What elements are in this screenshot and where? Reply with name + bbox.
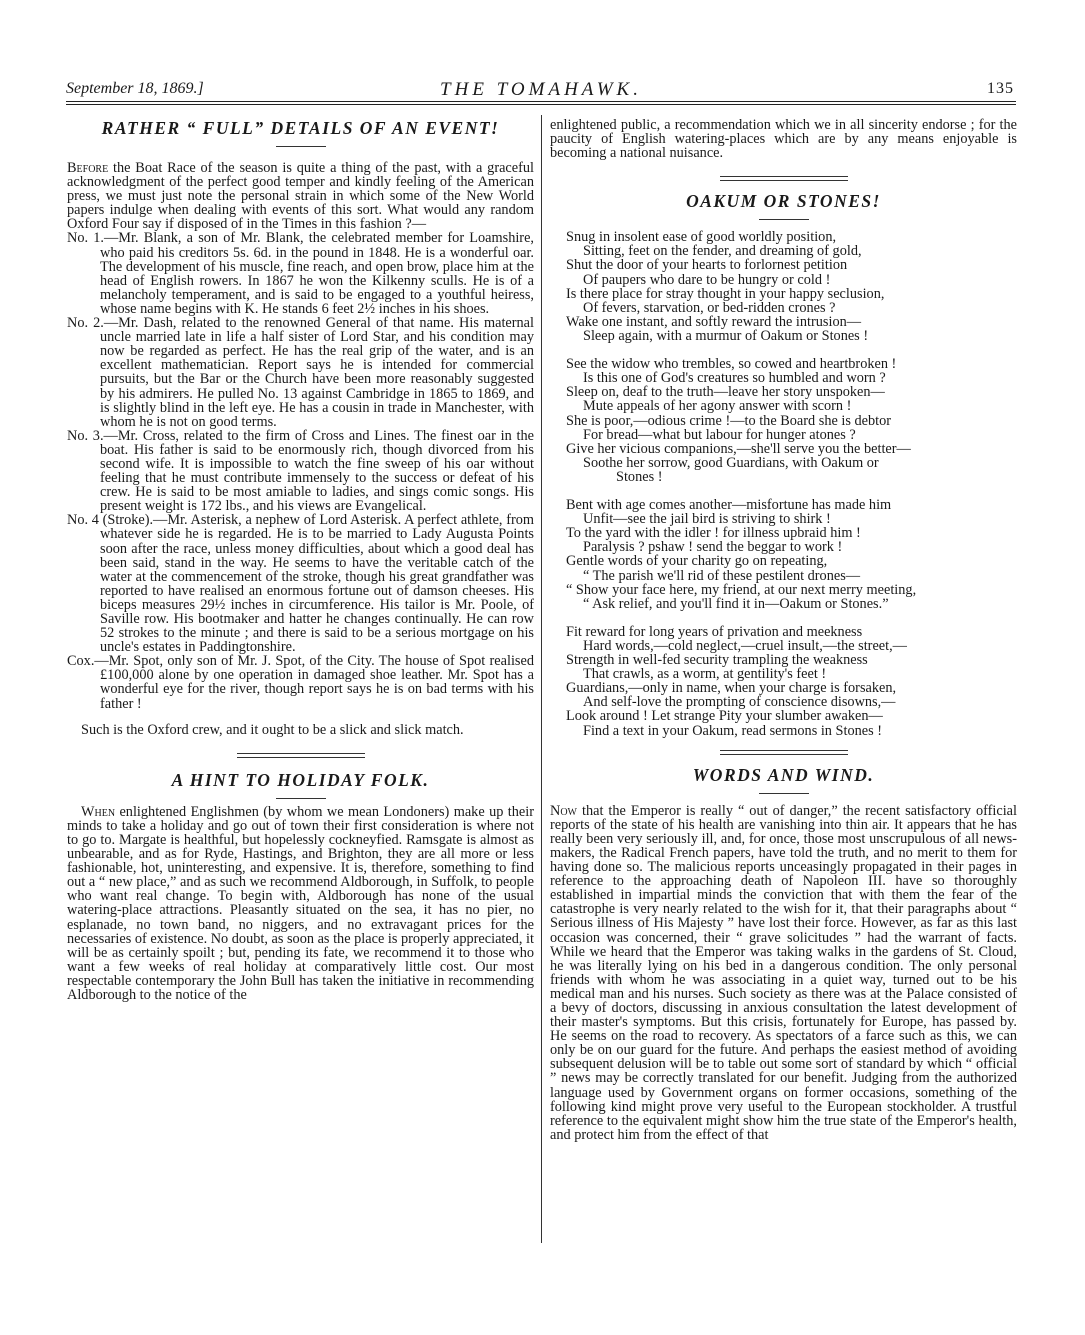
section-double-rule [720,176,848,181]
poem-line: Find a text in your Oakum, read sermons in Stones ! [583,722,882,739]
poem-line: Stones ! [616,468,663,485]
words-body [550,804,1017,1142]
crew-item-cox: Cox.—Mr. Spot, only son of Mr. J. Spot, of the City. The house of Spot realised £100,000 alone by one operation in damaged shoe leather. Mr. Spot has a wonderful eye for the river, though report says he is on bad terms with his father ! [67,653,534,712]
poem-line: She is poor,—odious crime !—to the Board she is debtor [566,412,892,429]
poem-line: See the widow who trembles, so cowed and heartbroken ! [566,356,897,373]
article-heading-words-wind: WORDS AND WIND. [692,764,875,785]
poem-stanza-break [566,611,1017,625]
crew-item-1: No. 1.—Mr. Blank, a son of Mr. Blank, the celebrated member for Loamshire, who paid his creditors 5s. 6d. in the pound in 1848. He is a wonderful oar. The development of his muscle, fine reach, and open brow, place him at the head of English rowers. In 1867 he won the Kilkenny sculls. He is of a melancholy temperament, and is said to be engaged to a youthful heiress, whose name begins with K. He stands 6 feet 2½ inches in his shoes. [67,230,534,317]
poem-line: Soothe her sorrow, good Guardians, with Oakum or [583,454,879,471]
page-header [66,80,1016,100]
issue-date: September 18, 1869.] [66,80,204,97]
crew-item-4: No. 4 (Stroke).—Mr. Asterisk, a nephew of Lord Asterisk. A perfect athlete, from whatever side he is regarded. He is to be married to Lady Augusta Points soon after the race, unless money difficulties, about which a good deal has been said, stand in the way. He seems to have the veritable catch of the water at the commencement of the stroke, though his great grandfather was reported to have realised an enormous fortune out of damson cheeses. His biceps measures 29½ inches in circumference. His tailor is Mr. Poole, of Saville row. His bootmaker and hatter he changes continually. He can row 52 strokes to the minute ; and there is said to be a serious mortgage on his uncle's estates in Paddingtonshire. [67,512,534,656]
poem-heading-oakum-stones: OAKUM OR STONES! [686,191,881,212]
poem-line: Give her vicious companions,—she'll serve you the better— [566,440,911,457]
page-number: 135 [987,80,1014,97]
column-divider [541,115,542,1243]
poem-line: Sitting, feet on the fender, and dreaming of gold, [583,243,862,260]
heading-rule [759,219,809,220]
section-double-rule [237,753,365,758]
poem-line: Bent with age comes another—misfortune has made him [566,497,892,514]
poem-line: Is there place for stray thought in your happy seclusion, [566,285,885,302]
poem-line: Shut the door of your hearts to forlornest petition [566,257,848,274]
poem-line: Mute appeals of her agony answer with scorn ! [583,398,852,415]
poem-line: Paralysis ? pshaw ! send the beggar to work ! [583,539,843,556]
poem-line: Strength in well-fed security trampling the weakness [566,652,868,669]
poem-line: Snug in insolent ease of good worldly position, [566,229,837,246]
masthead-title: THE TOMAHAWK. [440,79,642,100]
poem-line: Of fevers, starvation, or bed-ridden crones ? [583,299,836,316]
poem-line: Fit reward for long years of privation and meekness [566,623,863,640]
article-heading-rather-full-details: RATHER “ FULL” DETAILS OF AN EVENT! [101,118,500,138]
right-column [550,118,1017,1142]
section-double-rule [720,750,848,755]
heading-rule [276,146,326,147]
poem-line: Gentle words of your charity go on repeating, [566,553,828,570]
poem-line: Wake one instant, and softly reward the intrusion— [566,313,862,330]
poem-line: And self-love the prompting of conscience disowns,— [583,694,896,711]
poem-stanza-break [566,343,1017,357]
continued-text: enlightened public, a recommendation which we in all sincerity endorse ; for the paucity of English watering-places which are by any means enjoyable is becoming a national nuisance. [550,117,1017,162]
poem-oakum-stones [550,230,1017,737]
poem-line: Look around ! Let strange Pity your slumber awaken— [566,708,883,725]
intro-text: the Boat Race of the season is quite a thing of the past, with a graceful acknowledgment of the perfect good temper and kindly feeling of the American press, we must just note the personal strain in which some of the New World papers indulge when dealing with events of this sort. What would any random Oxford Four say if disposed of in the Times in this fashion ?— [67,160,534,233]
heading-rule [759,793,809,794]
poem-line: Hard words,—cold neglect,—cruel insult,—the street,— [583,638,907,654]
poem-line: Sleep again, with a murmur of Oakum or Stones ! [583,327,869,344]
hint-body [67,805,534,1002]
article-heading-hint-holiday: A HINT TO HOLIDAY FOLK. [171,769,430,790]
poem-line: “ The parish we'll rid of these pestilent drones— [583,567,861,584]
poem-line: Of paupers who dare to be hungry or cold ! [583,271,831,288]
poem-line: Guardians,—only in name, when your charge is forsaken, [566,680,897,697]
poem-line: To the yard with the idler ! for illness upbraid him ! [566,525,861,542]
poem-line: That crawls, as a worm, at gentility's feet ! [583,666,827,683]
left-column [67,118,534,1002]
hint-text: enlightened Englishmen (by whom we mean Londoners) make up their minds to take a holiday and go out of town their first consideration is where not to go to. Margate is healthful, but hopelessly cockneyfied. Ramsgate is almost as unbearable, and as for Ryde, Hastings, and Brighton, they are all more or less fashionable, hot, uninteresting, and expensive. It is, therefore, something to find out a “ new place,” and as such we recommend Aldborough, in Suffolk, to people who want real change. To begin with, Aldborough has none of the usual watering-place attractions. Pleasantly situated on the sea, it has no pier, no esplanade, no town band, no niggers, and no extravagant prices for the necessaries of existence. No doubt, as soon as the place is properly appreciated, it will be as certainly spoilt ; but, pending its fate, we recommend it to those who want a few weeks of real holiday at comparatively little cost. Our most respectable contemporary the John Bull has taken the initiative in recommending Aldborough to the notice of the [67,803,534,1003]
poem-line: Is this one of God's creatures so humbled and worn ? [583,370,886,387]
article-intro [67,161,534,231]
words-text: that the Emperor is really “ out of danger,” the recent satisfactory official reports of the state of his health are vanishing into thin air. It appears that he has really been very seriously ill, and, for once, those most unscrupulous of all news-makers, the Radical French papers, have told the truth, and no merit to them for having done so. The malicious reports unceasingly propagated in their pages in reference to the approaching death of Napoleon III. have so thoroughly established in impartial minds the conviction that with them the fear of the catastrophe is very nearly related to the wish for it, that their paragraphs about “ Serious illness of His Majesty ” have lost their force. However, as far as this last occasion was concerned, their “ grave solicitudes ” had the warrant of facts. While we heard that the Emperor was taking walks in the gardens of St. Cloud, he was literally lying on his bed in a dangerous condition. The only personal friends with whom he was associating in a quiet way, turned out to be his medical man and his nurses. Such society as there was at the Palace consisted of a bevy of doctors, discussing in anxious consultation the latest development of their master's symptoms. But this crisis, fortunately for Europe, has passed by. He seems on the road to recovery. As spectators of a farce such as this, we can only be on our guard for the future. And perhaps the easiest method of avoiding subsequent delusion will be to table out some sort of standard by which “ official ” news may be correctly translated for our benefit. Judging from the authorized language used by Government organs on former occasions, something of the following kind might prove very useful to the European stockholder. A trustful reference to the equivalent might show him the true state of the Emperor's health, and protect him from the effect of that [550,802,1017,1143]
poem-line: “ Show your face here, my friend, at our next merry meeting, [566,581,917,598]
intro-lead-word: Before [67,160,109,176]
hint-lead-word: When [81,803,116,820]
poem-line: Sleep on, deaf to the truth—leave her story unspoken— [566,384,885,401]
poem-line: For bread—what but labour for hunger atones ? [583,426,856,443]
header-rule [66,101,1016,102]
poem-stanza-break [566,484,1017,498]
words-lead-word: Now [550,802,577,819]
heading-rule [276,798,326,799]
poem-line: Unfit—see the jail bird is striving to shirk ! [583,511,831,528]
article-closing: Such is the Oxford crew, and it ought to be a slick and slick match. [81,721,464,738]
poem-line: “ Ask relief, and you'll find it in—Oakum or Stones.” [583,595,889,612]
crew-item-2: No. 2.—Mr. Dash, related to the renowned General of that name. His maternal uncle married late in life a half sister of Lord Star, and his condition may now be regarded as perfect. He has the real grip of the water, and is an excellent mathematician. Report says he is intended for commercial pursuits, but the Bar or the Church have been more reasonably suggested by his admirers. He pulled No. 13 against Cambridge in 1865 to 1869, and is slightly blind in the left eye. He has a cousin in trade in Manchester, with whom he is not on good terms. [67,315,534,430]
header-rule-lower [66,104,1016,105]
crew-item-3: No. 3.—Mr. Cross, related to the firm of Cross and Lines. The finest oar in the boat. His father is said to be enormously rich, though divorced from his second wife. It is impossible to watch the fine sweep of his oar without feeling that he must contribute immensely to the success or defeat of his crew. He is said to be most amiable to ladies, and sings comic songs. His present weight is 172 lbs., and his views are Evangelical. [67,427,534,515]
